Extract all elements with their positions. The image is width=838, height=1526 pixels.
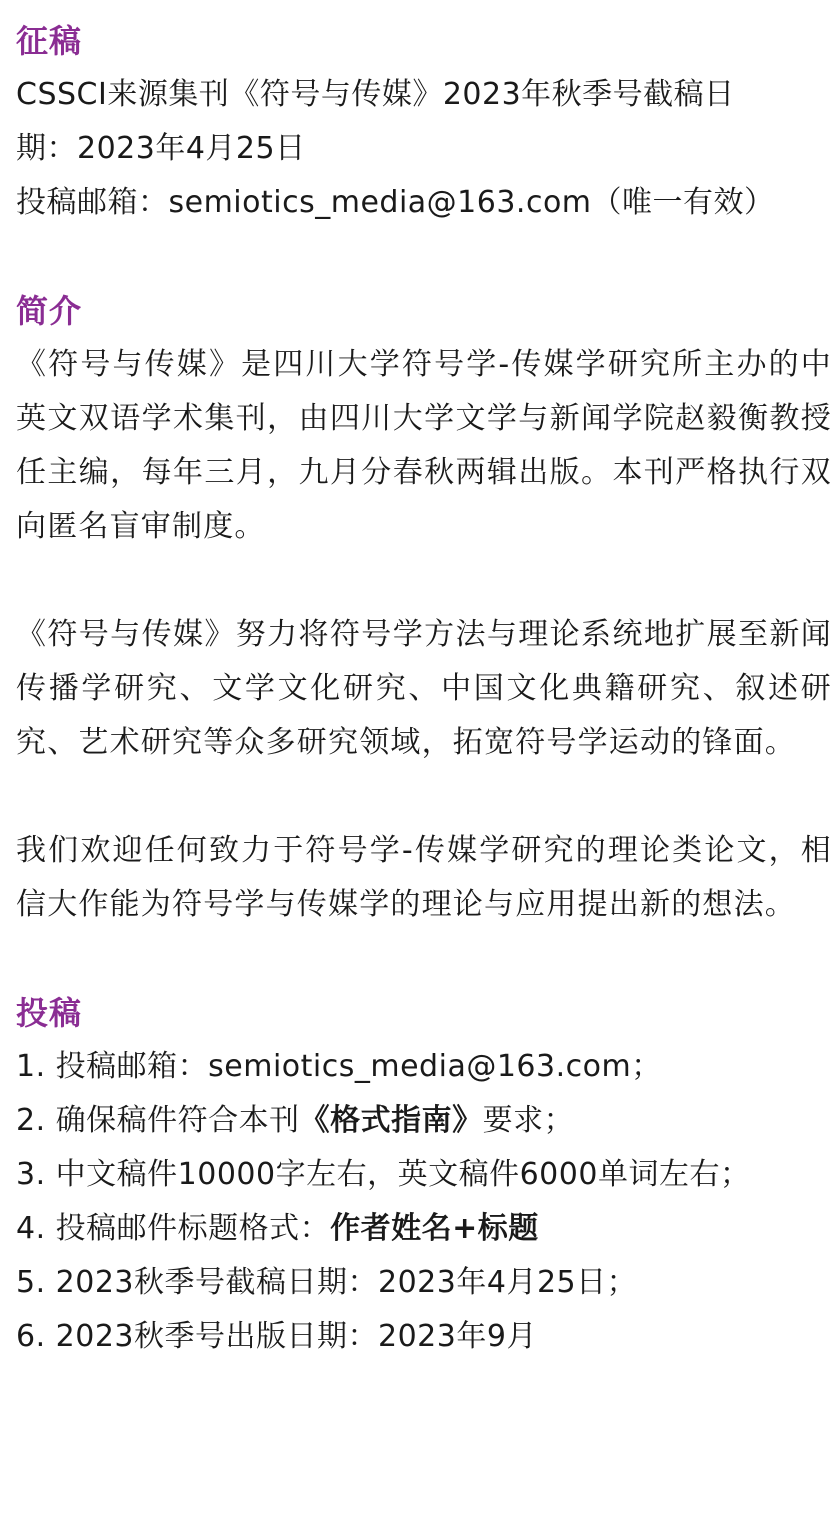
submission-item-1-text: 1. 投稿邮箱：semiotics_media@163.com；: [16, 1049, 662, 1084]
call-for-papers-heading: 征稿: [16, 22, 83, 60]
format-guide-title: 《格式指南》: [299, 1103, 483, 1138]
call-for-papers-email-line: 投稿邮箱：semiotics_media@163.com（唯一有效）: [16, 185, 775, 220]
submission-item-3-text: 3. 中文稿件10000字左右，英文稿件6000单词左右；: [16, 1157, 751, 1192]
submission-item-6-text: 6. 2023秋季号出版日期：2023年9月: [16, 1319, 537, 1354]
call-for-papers-line-1: CSSCI来源集刊《符号与传媒》2023年秋季号截稿日: [16, 77, 735, 112]
submission-item-4: [16, 1202, 832, 1256]
submission-item-6: [16, 1310, 832, 1364]
submission-item-4-text: 4. 投稿邮件标题格式：: [16, 1211, 331, 1246]
submission-item-1: [16, 1040, 832, 1094]
submission-item-5: [16, 1256, 832, 1310]
submission-item-2-text: 2. 确保稿件符合本刊: [16, 1103, 300, 1138]
intro-heading: 简介: [16, 292, 83, 330]
intro-paragraph-2: 《符号与传媒》努力将符号学方法与理论系统地扩展至新闻传播学研究、文学文化研究、中国文化典籍研究、叙述研究、艺术研究等众多研究领域，拓宽符号学运动的锋面。: [16, 617, 832, 760]
intro-paragraph-3: 我们欢迎任何致力于符号学-传媒学研究的理论类论文，相信大作能为符号学与传媒学的理论与应用提出新的想法。: [16, 833, 832, 922]
submission-item-3: [16, 1148, 832, 1202]
submission-item-2-suffix: 要求；: [482, 1103, 575, 1138]
submission-item-2: [16, 1094, 832, 1148]
email-subject-format: 作者姓名+标题: [330, 1211, 539, 1246]
intro-paragraph-1: 《符号与传媒》是四川大学符号学-传媒学研究所主办的中英文双语学术集刊，由四川大学文学与新闻学院赵毅衡教授任主编，每年三月，九月分春秋两辑出版。本刊严格执行双向匿名盲审制度。: [16, 347, 832, 544]
section-gap: [16, 230, 832, 284]
paragraph-gap: [16, 770, 832, 824]
call-for-papers-line-2: 期：2023年4月25日: [16, 131, 306, 166]
submission-heading: 投稿: [16, 994, 83, 1032]
section-gap: [16, 932, 832, 986]
paragraph-gap: [16, 554, 832, 608]
submission-item-5-text: 5. 2023秋季号截稿日期：2023年4月25日；: [16, 1265, 638, 1300]
